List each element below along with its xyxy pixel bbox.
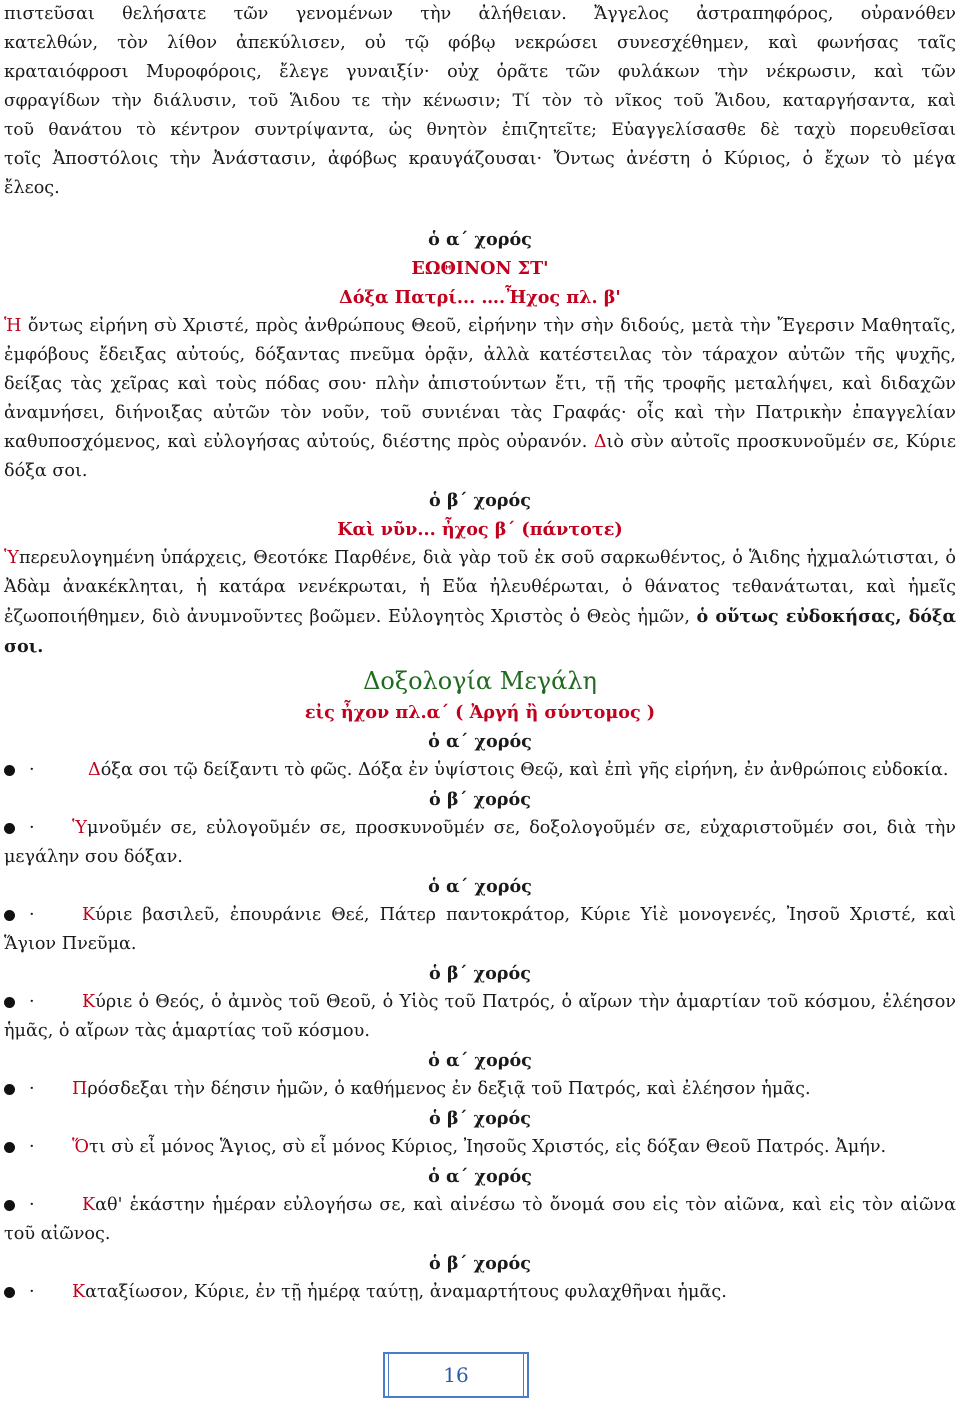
doxology-verse	[4, 1133, 956, 1162]
choir-label: ὁ α΄ χορός	[428, 1050, 532, 1071]
intro-line: σφραγίδων τὴν διάλυσιν, τοῦ Ἅιδου τε τὴν κένωσιν; Τί τὸν τὸ νῖκος τοῦ Ἅιδου, καταργήσαντα, καὶ	[4, 91, 956, 111]
bullet-dot-icon	[4, 910, 15, 921]
verse-bullet	[4, 988, 82, 1017]
verse-bullet	[4, 1075, 72, 1104]
verse-text: ύριε ὁ Θεός, ὁ ἀμνὸς τοῦ Θεοῦ, ὁ Υἱὸς τοῦ Πατρός, ὁ αἴρων τὴν ἁμαρτίαν τοῦ κόσμου, ἐλέησον ἡμᾶς, ὁ αἴρων τὰς ἁμαρτίας τοῦ κόσμου.	[4, 992, 956, 1041]
verse-text: ύριε βασιλεῦ, ἐπουράνιε Θεέ, Πάτερ παντοκράτορ, Κύριε Υἱὲ μονογενές, Ἰησοῦ Χριστέ, καὶ Ἅγιον Πνεῦμα.	[4, 905, 956, 954]
choir-label: ὁ α΄ χορός	[428, 1166, 532, 1187]
choir-label: ὁ α΄ χορός	[428, 731, 532, 752]
drop-initial: Ἡ	[4, 316, 22, 336]
verse-text: αθ' ἑκάστην ἡμέραν εὐλογήσω σε, καὶ αἰνέσω τὸ ὄνομά σου εἰς τὸν αἰῶνα, καὶ εἰς τὸν αἰῶνα τοῦ αἰῶνος.	[4, 1195, 956, 1244]
verse-text: μνοῦμέν σε, εὐλογοῦμέν σε, προσκυνοῦμέν σε, δοξολογοῦμέν σε, εὐχαριστοῦμέν σοι, διὰ τὴν μεγάλην σου δόξαν.	[4, 818, 956, 867]
bullet-glyph: ·	[29, 818, 35, 838]
choir-label: ὁ α΄ χορός	[428, 876, 532, 897]
doxology-verse	[4, 814, 956, 872]
eothinon-ending: ιὸ σὺν αὐτοῖς προσκυνοῦμέν σε, Κύριε δόξα σοι.	[4, 432, 956, 481]
choir-label: ὁ β΄ χορός	[429, 1253, 531, 1274]
intro-line: ἔλεος.	[4, 178, 60, 198]
bullet-glyph: ·	[29, 1195, 35, 1215]
doxology-mode: εἰς ἦχον πλ.α΄ ( Ἀργή ἢ σύντομος )	[304, 702, 656, 723]
bullet-dot-icon	[4, 1142, 15, 1153]
bullet-glyph: ·	[29, 1079, 35, 1099]
bullet-dot-icon	[4, 765, 15, 776]
doxology-verse	[4, 988, 956, 1046]
intro-line: τοῦ θανάτου τὸ κέντρον συντρίψαντα, ὡς θνητὸν ἐπιζητεῖτε; Εὐαγγελίσασθε δὲ ταχὺ πορευθεῖσαι	[4, 120, 956, 140]
page-box-rule	[388, 1354, 393, 1396]
bullet-glyph: ·	[29, 1137, 35, 1157]
bullet-glyph: ·	[29, 1282, 35, 1302]
verse-text: ρόσδεξαι τὴν δέησιν ἡμῶν, ὁ καθήμενος ἐν δεξιᾷ τοῦ Πατρός, καὶ ἐλέησον ἡμᾶς.	[87, 1079, 811, 1099]
eothinon-subtitle: Δόξα Πατρί... ….Ἦχος πλ. β'	[339, 287, 621, 308]
theotokion-bold-ending: ὁ οὕτως εὐδοκήσας, δόξα σοι.	[4, 606, 956, 657]
doxology-verse	[4, 756, 956, 785]
verse-bullet	[4, 1133, 72, 1162]
intro-line: τοῖς Ἀποστόλοις τὴν Ἀνάστασιν, ἀφόβως κραυγάζουσαι· Ὄντως ἀνέστη ὁ Κύριος, ὁ ἔχων τὸ μέγα	[4, 149, 956, 169]
verse-bullet	[4, 901, 82, 930]
doxology-verses	[4, 756, 956, 1307]
choir-label: ὁ α΄ χορός	[428, 229, 532, 250]
verse-initial: Ὑ	[72, 818, 87, 838]
verse-initial: Κ	[82, 905, 96, 925]
bullet-dot-icon	[4, 1200, 15, 1211]
bullet-glyph: ·	[29, 760, 35, 780]
verse-text: όξα σοι τῷ δείξαντι τὸ φῶς. Δόξα ἐν ὑψίστοις Θεῷ, καὶ ἐπὶ γῆς εἰρήνη, ἐν ἀνθρώποις εὐδοκία.	[100, 760, 949, 780]
eothinon-text	[4, 312, 956, 486]
theotokion-text	[4, 544, 956, 662]
verse-initial: Κ	[82, 992, 96, 1012]
intro-line: κατελθών, τὸν λίθον ἀπεκύλισεν, οὐ τῷ φόβῳ νεκρώσει συνεσχέθημεν, καὶ φωνήσας ταῖς	[4, 33, 956, 53]
verse-bullet	[4, 1278, 72, 1307]
theotokion-title: Καὶ νῦν... ἦχος β΄ (πάντοτε)	[337, 519, 623, 540]
page-number-box	[383, 1352, 529, 1398]
verse-text: αταξίωσον, Κύριε, ἐν τῇ ἡμέρᾳ ταύτῃ, ἀναμαρτήτους φυλαχθῆναι ἡμᾶς.	[85, 1282, 727, 1302]
intro-paragraph	[4, 0, 956, 203]
verse-bullet	[4, 756, 88, 785]
document-page	[4, 0, 956, 1307]
eothinon-title: ΕΩΘΙΝΟΝ ΣΤ'	[411, 258, 549, 279]
doxology-verse	[4, 901, 956, 959]
drop-initial: Ὑ	[4, 548, 19, 568]
page-number: 16	[443, 1363, 469, 1387]
doxology-verse	[4, 1278, 956, 1307]
bullet-dot-icon	[4, 1084, 15, 1095]
page-box-rule	[519, 1354, 524, 1396]
intro-line: πιστεῦσαι θελήσατε τῶν γενομένων τὴν ἀλήθειαν. Ἄγγελος ἀστραπηφόρος, οὐρανόθεν	[4, 4, 956, 24]
bullet-glyph: ·	[29, 992, 35, 1012]
choir-label: ὁ β΄ χορός	[429, 963, 531, 984]
intro-line: κραταιόφροσι Μυροφόροις, ἔλεγε γυναιξίν· οὐχ ὁρᾶτε τῶν φυλάκων τὴν νέκρωσιν, καὶ τῶν	[4, 62, 956, 82]
theotokion-body: περευλογημένη ὑπάρχεις, Θεοτόκε Παρθένε, διὰ γὰρ τοῦ ἐκ σοῦ σαρκωθέντος, ὁ Ἅιδης ἠχμαλώτισται, ὁ Ἀδὰμ ἀνακέκληται, ἡ κατάρα νενέκρωται, ἡ Εὔα ἠλευθέρωται, ὁ θάνατος τεθανάτωται, καὶ ἡμεῖς ἐζωοποιήθημεν, διὸ ἀνυμνοῦντες βοῶμεν. Εὐλογητὸς Χριστὸς ὁ Θεὸς ἡμῶν,	[4, 548, 956, 627]
verse-initial: Κ	[72, 1282, 86, 1302]
doxology-verse	[4, 1075, 956, 1104]
verse-bullet	[4, 814, 72, 843]
eothinon-body: ὄντως εἰρήνη σὺ Χριστέ, πρὸς ἀνθρώπους Θεοῦ, εἰρήνην τὴν σὴν διδούς, μετὰ τὴν Ἔγερσιν Μαθηταῖς, ἐμφόβους ἔδειξας αὐτούς, δόξαντας πνεῦμα ὁρᾷν, ἀλλὰ κατέστειλας τὸν τάραχον αὐτῶν τῆς ψυχῆς, δείξας τὰς χεῖρας καὶ τοὺς πόδας σου· πλὴν ἀπιστούντων ἔτι, τῇ τῆς τροφῆς μεταλήψει, καὶ διδαχῶν ἀναμνήσει, διήνοιξας αὐτῶν τὸν νοῦν, τοῦ συνιέναι τὰς Γραφάς· οἷς καὶ τὴν Πατρικὴν ἐπαγγελίαν καθυποσχόμενος, καὶ εὐλογήσας αὐτούς, διέστης πρὸς οὐρανόν.	[4, 316, 956, 452]
bullet-glyph: ·	[29, 905, 35, 925]
verse-initial: Ὅ	[72, 1137, 89, 1157]
choir-label: ὁ β΄ χορός	[429, 789, 531, 810]
choir-label: ὁ β΄ χορός	[429, 1108, 531, 1129]
bullet-dot-icon	[4, 823, 15, 834]
verse-text: τι σὺ εἶ μόνος Ἅγιος, σὺ εἶ μόνος Κύριος, Ἰησοῦς Χριστός, εἰς δόξαν Θεοῦ Πατρός. Ἀμήν.	[88, 1137, 887, 1157]
bullet-dot-icon	[4, 997, 15, 1008]
bullet-dot-icon	[4, 1287, 15, 1298]
doxology-title: Δοξολογία Μεγάλη	[363, 667, 597, 695]
verse-initial: Κ	[82, 1195, 96, 1215]
doxology-verse	[4, 1191, 956, 1249]
verse-initial: Π	[72, 1079, 88, 1099]
verse-initial: Δ	[88, 760, 101, 780]
choir-label: ὁ β΄ χορός	[429, 490, 531, 511]
verse-bullet	[4, 1191, 82, 1220]
drop-initial: Δ	[593, 432, 607, 452]
